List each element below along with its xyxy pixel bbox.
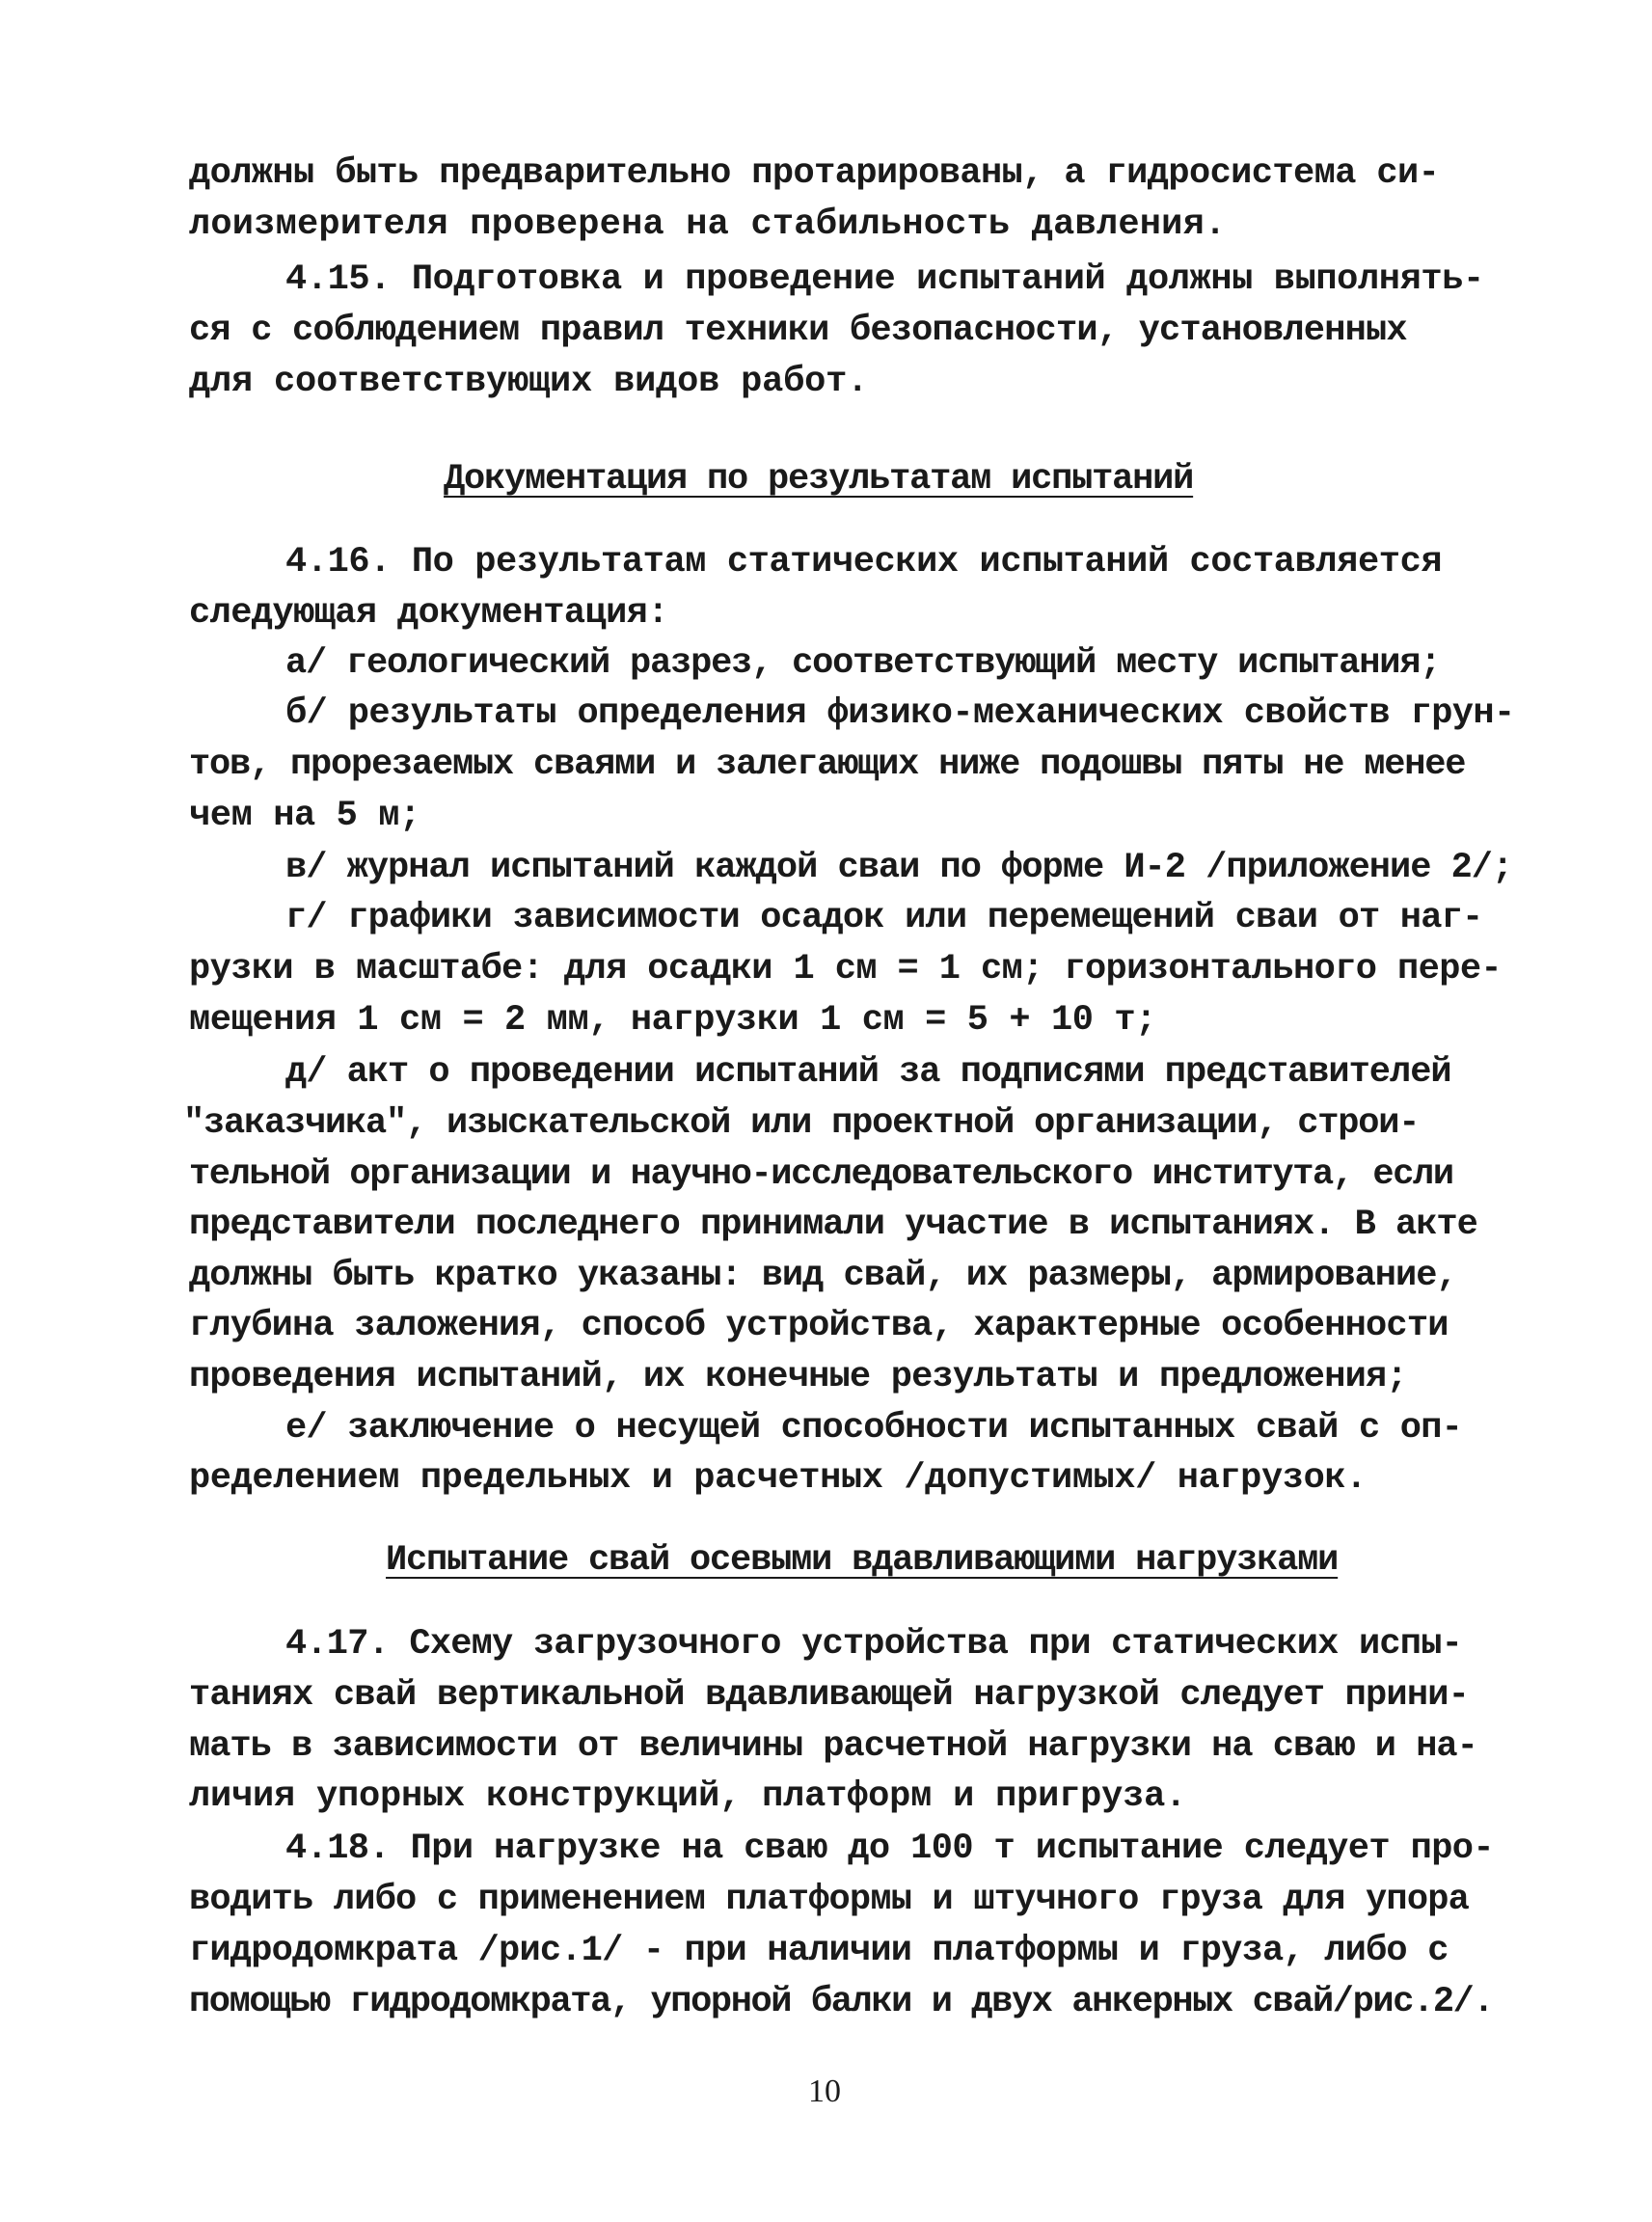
text-line: помощью гидродомкрата, упорной балки и двух анкерных свай/рис.2/. <box>189 1982 1494 2022</box>
text-line: представители последнего принимали участие в испытаниях. В акте <box>189 1205 1477 1245</box>
section-heading-axial-load-testing: Испытание свай осевыми вдавливающими нагрузками <box>386 1540 1339 1581</box>
text-line: тов, прорезаемых сваями и залегающих ниже подошвы пяты не менее <box>189 745 1466 785</box>
text-line: лоизмерителя проверена на стабильность давления. <box>189 204 1227 245</box>
text-line: в/ журнал испытаний каждой сваи по форме И-2 /приложение 2/; <box>285 848 1513 888</box>
text-line: 4.18. При нагрузке на сваю до 100 т испытание следует про- <box>285 1829 1495 1869</box>
text-line: мать в зависимости от величины расчетной нагрузки на сваю и на- <box>189 1726 1477 1767</box>
text-line: е/ заключение о несущей способности испытанных свай с оп- <box>285 1408 1463 1449</box>
text-line: а/ геологический разрез, соответствующий месту испытания; <box>285 643 1441 684</box>
text-line: ся с соблюдением правил техники безопасности, установленных <box>189 311 1407 351</box>
text-line: гидродомкрата /рис.1/ - при наличии платформы и груза, либо с <box>189 1931 1449 1971</box>
text-line: проведения испытаний, их конечные результаты и предложения; <box>189 1357 1407 1397</box>
page-number: 10 <box>808 2073 841 2109</box>
text-line: личия упорных конструкций, платформ и пригруза. <box>189 1776 1187 1817</box>
text-line: г/ графики зависимости осадок или перемещений сваи от наг- <box>285 898 1483 938</box>
text-line: должны быть кратко указаны: вид свай, их размеры, армирование, <box>189 1256 1457 1296</box>
text-line: мещения 1 см = 2 мм, нагрузки 1 см = 5 + 10 т; <box>189 1000 1156 1041</box>
text-line: 4.15. Подготовка и проведение испытаний должны выполнять- <box>285 259 1484 300</box>
text-line: "заказчика", изыскательской или проектной организации, строи- <box>183 1103 1420 1144</box>
text-line: для соответствующих видов работ. <box>189 362 869 402</box>
text-line: тельной организации и научно-исследовательского института, если <box>189 1154 1453 1195</box>
text-line: водить либо с применением платформы и штучного груза для упора <box>189 1880 1470 1920</box>
text-line: ределением предельных и расчетных /допустимых/ нагрузок. <box>189 1458 1368 1499</box>
text-line: б/ результаты определения физико-механических свойств грун- <box>285 693 1515 734</box>
text-line: 4.17. Схему загрузочного устройства при статических испы- <box>285 1624 1463 1665</box>
text-line: 4.16. По результатам статических испытаний составляется <box>285 542 1443 583</box>
text-line: глубина заложения, способ устройства, характерные особенности <box>189 1306 1449 1346</box>
text-line: чем на 5 м; <box>189 796 420 836</box>
text-line: д/ акт о проведении испытаний за подписями представителей <box>285 1052 1451 1093</box>
text-line: должны быть предварительно протарированы, а гидросистема си- <box>189 153 1440 194</box>
text-line: таниях свай вертикальной вдавливающей нагрузкой следует прини- <box>189 1675 1470 1716</box>
section-heading-documentation: Документация по результатам испытаний <box>444 459 1194 500</box>
text-line: рузки в масштабе: для осадки 1 см = 1 см; горизонтального пере- <box>189 949 1503 989</box>
text-line: следующая документация: <box>189 593 668 634</box>
